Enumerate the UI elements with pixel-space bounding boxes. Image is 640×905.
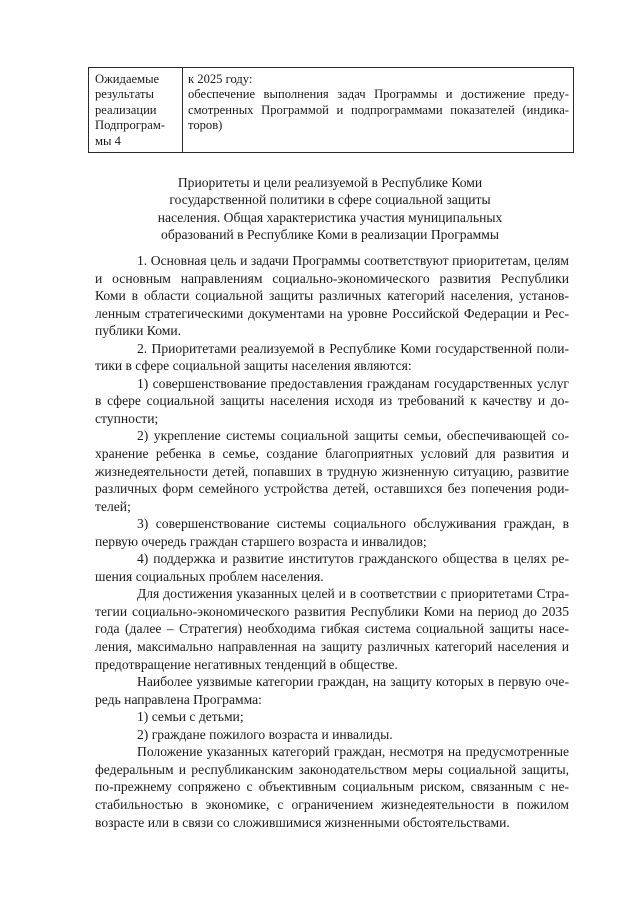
body-line: ступности; xyxy=(95,410,159,426)
body-line: различных форм семейного устройства детей, оставшихся без попечения роди- xyxy=(95,481,569,497)
body-line: ления, максимально направленная на защиту различных категорий населения и xyxy=(95,639,569,655)
body-line: жизнедеятельности детей, попавших в трудную жизненную ситуацию, развитие xyxy=(95,463,569,479)
table-value-line: к 2025 году: xyxy=(188,72,253,86)
expected-results-table xyxy=(88,67,574,153)
body-line: тегии социально-экономического развития Республики Коми на период до 2035 xyxy=(95,603,569,619)
heading-line: государственной политики в сфере социальной защиты xyxy=(169,192,491,208)
body-line: 4) поддержка и развитие институтов гражданского общества в целях ре- xyxy=(137,551,569,567)
body-line: ленным стратегическими документами на уровне Российской Федерации и Рес- xyxy=(95,305,569,321)
body-line: предотвращение негативных тенденций в обществе. xyxy=(95,656,398,672)
body-line: в сфере социальной защиты населения исходя из требований к качеству и до- xyxy=(95,393,569,409)
table-value-cell xyxy=(183,68,573,152)
body-line: 1) совершенствование предоставления гражданам государственных услуг xyxy=(137,375,569,391)
body-line: первую очередь граждан старшего возраста и инвалидов; xyxy=(95,533,427,549)
body-line: Коми в области социальной защиты различных категорий населения, установ- xyxy=(95,288,569,304)
body-line: и основным направлениям социально-экономического развития Республики xyxy=(95,270,569,286)
table-label-cell: Ожидаемые результаты реализации Подпрограм- мы 4 xyxy=(89,68,183,152)
body-line: 3) совершенствование системы социального обслуживания граждан, в xyxy=(137,516,569,532)
body-line: 2) граждане пожилого возраста и инвалиды. xyxy=(137,726,393,742)
body-line: телей; xyxy=(95,498,131,514)
body-line: Положение указанных категорий граждан, несмотря на предусмотренные xyxy=(137,744,569,760)
body-line: тики в сфере социальной защиты населения являются: xyxy=(95,358,412,374)
heading-line: населения. Общая характеристика участия муниципальных xyxy=(157,209,503,225)
body-line: 2. Приоритетами реализуемой в Республике Коми государственной поли- xyxy=(137,340,569,356)
body-line: возрасте или в связи со сложившимися жизненными обстоятельствами. xyxy=(95,814,510,830)
body-line: 1) семьи с детьми; xyxy=(137,709,244,725)
body-line: Для достижения указанных целей и в соответствии с приоритетами Стра- xyxy=(137,586,569,602)
table-value-line: торов) xyxy=(188,118,223,133)
body-line: стабильностью в экономике, с ограничением жизнедеятельности в пожилом xyxy=(95,796,569,812)
body-text xyxy=(95,252,569,831)
body-line: редь направлена Программа: xyxy=(95,691,262,707)
heading-line: Приоритеты и цели реализуемой в Республике Коми xyxy=(177,175,483,190)
body-line: шения социальных проблем населения. xyxy=(95,568,324,584)
section-heading xyxy=(110,174,550,244)
heading-line: образований в Республике Коми в реализации Программы xyxy=(161,227,499,243)
table-value-line: смотренных Программой и подпрограммами показателей (индика- xyxy=(188,102,569,117)
body-line: 1. Основная цель и задачи Программы соответствуют приоритетам, целям xyxy=(137,253,569,268)
table-value-line: обеспечение выполнения задач Программы и достижение преду- xyxy=(188,87,569,102)
body-line: публики Коми. xyxy=(95,323,182,339)
body-line: года (далее – Стратегия) необходима гибкая система социальной защиты насе- xyxy=(95,621,569,637)
body-line: федеральным и республиканским законодательством меры социальной защиты, xyxy=(95,761,569,777)
body-line: 2) укрепление системы социальной защиты семьи, обеспечивающей со- xyxy=(137,428,569,444)
body-line: Наиболее уязвимые категории граждан, на защиту которых в первую оче- xyxy=(137,674,569,690)
body-line: хранение ребенка в семье, создание благоприятных условий для развития и xyxy=(95,446,569,462)
body-line: по-прежнему сопряжено с объективным социальным риском, связанным с не- xyxy=(95,779,569,795)
